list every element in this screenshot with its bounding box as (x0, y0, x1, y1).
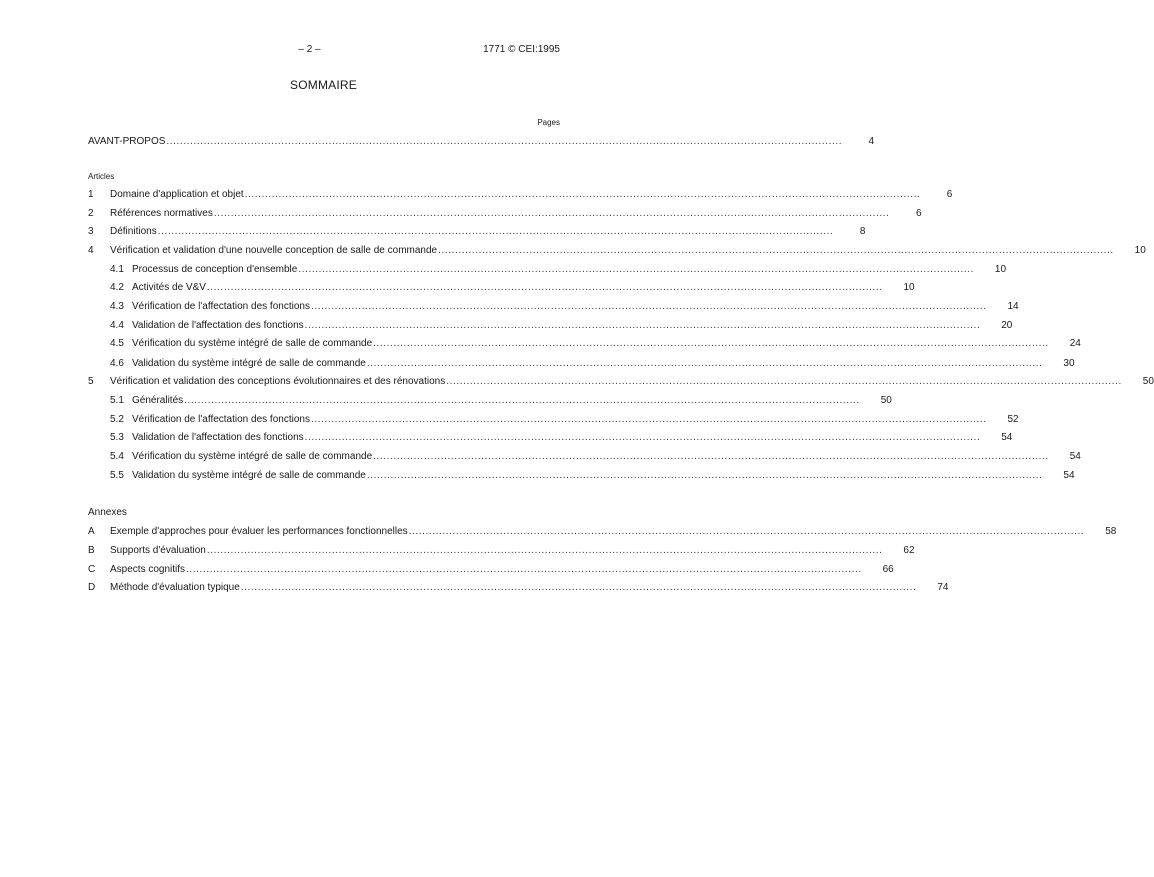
dot-leader: ........................................................................................................................................................................................................ (373, 338, 1049, 349)
toc-entry-page: 6 (946, 189, 953, 200)
toc-entry-number: 5.3 (110, 432, 124, 443)
page-number: – 2 – (298, 44, 321, 55)
toc-entry-label: Validation du système intégré de salle de commande (132, 358, 366, 369)
dot-leader: ........................................................................................................................................................................................................ (244, 189, 921, 200)
toc-subentry[interactable] (88, 357, 1075, 371)
toc-entry[interactable] (88, 188, 953, 202)
toc-subentry[interactable] (88, 431, 1013, 445)
dot-leader: ........................................................................................................................................................................................................ (186, 564, 862, 575)
annexes-label: Annexes (88, 507, 127, 518)
toc-entry-number: 5.4 (110, 451, 124, 462)
toc-entry-label: AVANT-PROPOS (88, 136, 166, 147)
toc-entry-number: 4.3 (110, 301, 124, 312)
toc-entry-page: 66 (882, 564, 894, 575)
toc-entry[interactable] (88, 244, 1146, 258)
toc-subentry[interactable] (88, 337, 1081, 351)
toc-entry[interactable] (88, 225, 866, 239)
dot-leader: ........................................................................................................................................................................................................ (366, 358, 1043, 369)
dot-leader: ........................................................................................................................................................................................................ (408, 526, 1085, 537)
toc-entry-page: 54 (1069, 451, 1081, 462)
page-title: SOMMAIRE (290, 78, 357, 92)
toc-entry-label: Références normatives (110, 208, 213, 219)
toc-entry-page: 54 (1063, 470, 1075, 481)
toc-entry-number: 4.5 (110, 338, 124, 349)
toc-entry-page: 24 (1069, 338, 1081, 349)
toc-entry-page: 74 (937, 582, 949, 593)
toc-entry-label: Aspects cognitifs (110, 564, 186, 575)
toc-entry-label: Supports d'évaluation (110, 545, 206, 556)
toc-entry-page: 54 (1001, 432, 1013, 443)
toc-entry-label: Validation de l'affectation des fonctions (132, 320, 304, 331)
dot-leader: ........................................................................................................................................................................................................ (438, 245, 1114, 256)
toc-entry-page: 8 (859, 226, 866, 237)
toc-entry-number: 5.5 (110, 470, 124, 481)
toc-entry-number: 5 (88, 376, 94, 387)
dot-leader: ........................................................................................................................................................................................................ (304, 320, 981, 331)
toc-annex-entry[interactable] (88, 581, 949, 595)
toc-entry-number: A (88, 526, 95, 537)
toc-entry-number: 5.2 (110, 414, 124, 425)
toc-annex-entry[interactable] (88, 525, 1117, 539)
toc-entry-page: 10 (994, 264, 1007, 275)
toc-entry-label: Vérification de l'affectation des fonctions (132, 301, 310, 312)
dot-leader: ........................................................................................................................................................................................................ (373, 451, 1049, 462)
dot-leader: ........................................................................................................................................................................................................ (184, 395, 860, 406)
toc-entry-page: 62 (903, 545, 915, 556)
toc-entry-number: C (88, 564, 96, 575)
document-reference: 1771 © CEI:1995 (483, 44, 560, 55)
toc-entry-page: 14 (1007, 301, 1019, 312)
toc-entry-label: Activités de V&V (132, 282, 206, 293)
toc-subentry[interactable] (88, 413, 1019, 427)
toc-entry-page: 50 (1142, 376, 1154, 387)
toc-entry-number: 4.2 (110, 282, 124, 293)
toc-entry-label: Vérification du système intégré de salle de commande (132, 451, 373, 462)
toc-entry-label: Vérification de l'affectation des fonctions (132, 414, 310, 425)
dot-leader: ........................................................................................................................................................................................................ (366, 470, 1043, 481)
toc-subentry[interactable] (88, 469, 1075, 483)
toc-subentry[interactable] (88, 300, 1019, 314)
toc-entry-label: Domaine d'application et objet (110, 189, 244, 200)
toc-entry-number: D (88, 582, 96, 593)
dot-leader: ........................................................................................................................................................................................................ (446, 376, 1122, 387)
toc-entry-label: Vérification et validation d'une nouvelle conception de salle de commande (110, 245, 438, 256)
toc-entry-page: 30 (1063, 358, 1075, 369)
toc-subentry[interactable] (88, 450, 1081, 464)
toc-entry-label: Exemple d'approches pour évaluer les performances fonctionnelles (110, 526, 408, 537)
dot-leader: ........................................................................................................................................................................................................ (206, 282, 883, 293)
toc-entry-number: 4.6 (110, 358, 124, 369)
toc-entry-number: 4.4 (110, 320, 124, 331)
dot-leader: ........................................................................................................................................................................................................ (298, 264, 975, 275)
toc-entry-number: 1 (88, 189, 94, 200)
toc-entry-page: 4 (868, 136, 875, 147)
toc-entry-page: 6 (915, 208, 922, 219)
dot-leader: ........................................................................................................................................................................................................ (310, 301, 987, 312)
toc-subentry[interactable] (88, 263, 1007, 277)
toc-entry-number: 4.1 (110, 264, 124, 275)
toc-entry-number: 4 (88, 245, 94, 256)
toc-entry-number: 2 (88, 208, 94, 219)
toc-annex-entry[interactable] (88, 563, 894, 577)
toc-entry-number: 5.1 (110, 395, 124, 406)
dot-leader: ........................................................................................................................................................................................................ (206, 545, 883, 556)
pages-column-label: Pages (537, 118, 560, 127)
articles-label: Articles (88, 172, 115, 181)
toc-entry-number: 3 (88, 226, 94, 237)
toc-entry[interactable] (88, 375, 1154, 389)
toc-entry-page: 10 (1134, 245, 1146, 256)
toc-subentry[interactable] (88, 319, 1013, 333)
dot-leader: ........................................................................................................................................................................................................ (213, 208, 890, 219)
toc-entry-label: Validation de l'affectation des fonctions (132, 432, 304, 443)
toc-annex-entry[interactable] (88, 544, 915, 558)
toc-entry-page: 20 (1001, 320, 1013, 331)
toc-entry-page: 52 (1007, 414, 1019, 425)
toc-entry-avant-propos[interactable] (88, 135, 875, 149)
dot-leader: ........................................................................................................................................................................................................ (240, 582, 917, 593)
toc-subentry[interactable] (88, 394, 892, 408)
toc-entry-label: Vérification et validation des conceptions évolutionnaires et des rénovations (110, 376, 446, 387)
dot-leader: ........................................................................................................................................................................................................ (310, 414, 987, 425)
toc-entry-page: 10 (903, 282, 915, 293)
toc-entry-label: Généralités (132, 395, 184, 406)
dot-leader: ........................................................................................................................................................................................................ (304, 432, 981, 443)
toc-entry-label: Validation du système intégré de salle de commande (132, 470, 366, 481)
dot-leader: ........................................................................................................................................................................................................ (166, 136, 843, 147)
toc-entry-label: Vérification du système intégré de salle de commande (132, 338, 373, 349)
toc-entry-label: Processus de conception d'ensemble (132, 264, 298, 275)
toc-entry-page: 58 (1105, 526, 1117, 537)
toc-entry-label: Définitions (110, 226, 157, 237)
toc-entry-number: B (88, 545, 95, 556)
toc-entry-label: Méthode d'évaluation typique (110, 582, 240, 593)
toc-entry[interactable] (88, 207, 922, 221)
dot-leader: ........................................................................................................................................................................................................ (157, 226, 834, 237)
toc-subentry[interactable] (88, 281, 915, 295)
toc-entry-page: 50 (880, 395, 892, 406)
